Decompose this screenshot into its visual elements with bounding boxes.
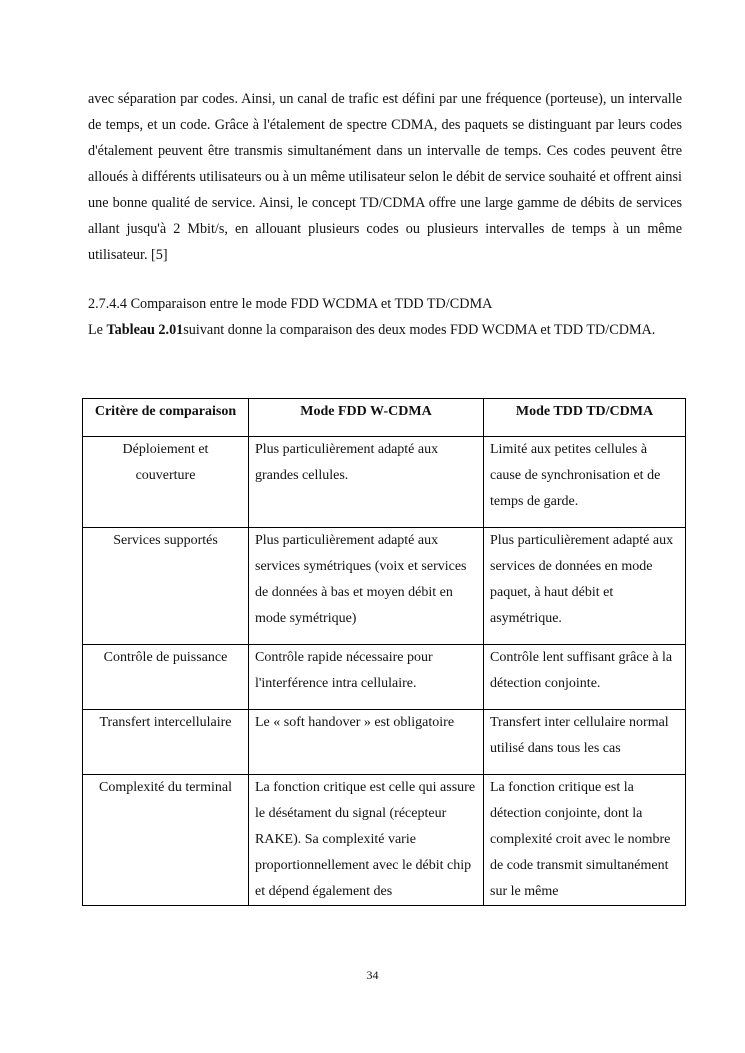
row-tdd: Limité aux petites cellules à cause de synchronisation et de temps de garde. — [484, 437, 686, 528]
header-criterion: Critère de comparaison — [83, 399, 249, 437]
row-tdd: Contrôle lent suffisant grâce à la détection conjointe. — [484, 645, 686, 710]
row-criterion: Contrôle de puissance — [83, 645, 249, 710]
table-row — [83, 645, 686, 710]
table-reference: Tableau 2.01 — [106, 322, 184, 338]
header-fdd: Mode FDD W-CDMA — [249, 399, 484, 437]
table-header-row — [83, 399, 686, 437]
section-heading: 2.7.4.4 Comparaison entre le mode FDD WCDMA et TDD TD/CDMA — [88, 296, 493, 312]
row-criterion: Déploiement et couverture — [83, 437, 249, 528]
row-fdd: Plus particulièrement adapté aux grandes cellules. — [249, 437, 484, 528]
table-row — [83, 710, 686, 775]
table-row — [83, 437, 686, 528]
row-tdd: La fonction critique est la détection conjointe, dont la complexité croit avec le nombre de code transmit simultanément sur le même — [484, 775, 686, 906]
table-intro-after: suivant donne la comparaison des deux modes FDD WCDMA et TDD TD/CDMA. — [183, 322, 656, 338]
comparison-table — [82, 398, 686, 906]
table-row — [83, 775, 686, 906]
row-tdd: Plus particulièrement adapté aux services de données en mode paquet, à haut débit et asymétrique. — [484, 528, 686, 645]
intro-paragraph: avec séparation par codes. Ainsi, un canal de trafic est défini par une fréquence (porteuse), un intervalle de temps, et un code. Grâce à l'étalement de spectre CDMA, des paquets se distinguant par leurs codes d'étalement peuvent être transmis simultanément dans un intervalle de temps. Ces codes peuvent être alloués à différents utilisateurs ou à un même utilisateur selon le débit de service souhaité et offrent ainsi une bonne qualité de service. Ainsi, le concept TD/CDMA offre une large gamme de débits de services allant jusqu'à 2 Mbit/s, en allouant plusieurs codes ou plusieurs intervalles de temps à un même utilisateur. [5] — [88, 91, 682, 263]
header-tdd: Mode TDD TD/CDMA — [484, 399, 686, 437]
row-criterion: Services supportés — [83, 528, 249, 645]
row-criterion: Transfert intercellulaire — [83, 710, 249, 775]
row-criterion: Complexité du terminal — [83, 775, 249, 906]
table-intro-before: Le — [88, 322, 107, 338]
row-fdd: Le « soft handover » est obligatoire — [249, 710, 484, 775]
row-fdd: La fonction critique est celle qui assure le désétament du signal (récepteur RAKE). Sa complexité varie proportionnellement avec le débit chip et dépend également des — [249, 775, 484, 906]
table-intro-paragraph — [88, 317, 682, 343]
page-number: 34 — [366, 968, 379, 982]
table-row — [83, 528, 686, 645]
row-fdd: Contrôle rapide nécessaire pour l'interférence intra cellulaire. — [249, 645, 484, 710]
row-tdd: Transfert inter cellulaire normal utilisé dans tous les cas — [484, 710, 686, 775]
row-fdd: Plus particulièrement adapté aux services symétriques (voix et services de données à bas et moyen débit en mode symétrique) — [249, 528, 484, 645]
